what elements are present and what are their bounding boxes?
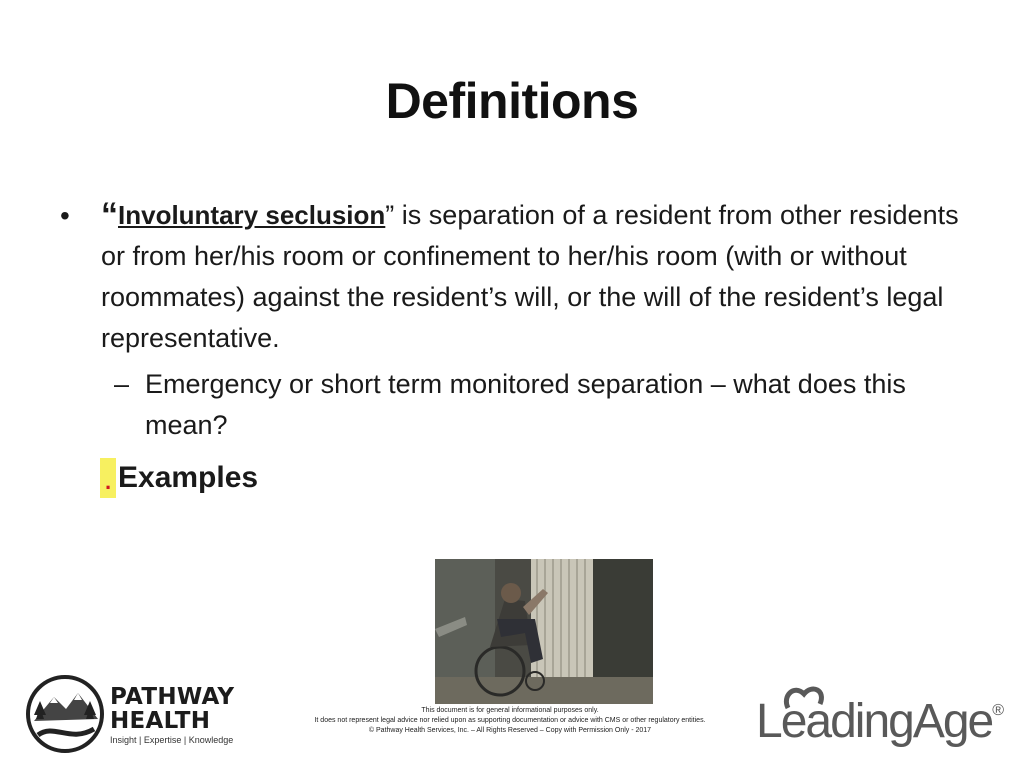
close-quote: ” [385,200,395,230]
sub-bullet [114,364,914,446]
footer-line-1: This document is for general informational purposes only. [421,707,599,714]
pathway-line-1: PATHWAY [110,684,235,710]
wheelchair-resident-photo [435,559,653,704]
footer-line-2: It does not represent legal advice nor relied upon as supporting documentation or advice with CMS or other regulatory entities. [314,717,706,724]
photo-illustration [435,559,653,704]
open-quote: “ [101,196,118,234]
defined-term: Involuntary seclusion [118,200,386,230]
pathway-wordmark [110,685,234,745]
definition-text [101,195,980,359]
dash-marker: – [114,369,130,399]
bullet-marker: • [60,200,70,231]
mountain-emblem-icon [24,673,106,755]
pathway-line-2: HEALTH [110,708,211,734]
examples-heading [100,458,258,498]
highlight-marker: . [100,458,116,498]
pathway-health-logo [24,673,254,755]
examples-label: Examples [118,461,259,494]
definition-body: is separation of a resident from other residents or from her/his room or confinement to her/his room (with or without roommates) against the resident’s will, or the will of the resident’s legal representative. [101,200,959,353]
slide-title: Definitions [385,73,639,129]
definition-bullet [60,195,980,359]
leadingage-text: LeadingAge [756,695,993,748]
registered-mark: ® [992,702,1005,719]
footer-line-3: © Pathway Health Services, Inc. – All Rights Reserved – Copy with Permission Only - 2017 [368,727,652,734]
footer-disclaimer [280,706,740,736]
pathway-tagline: Insight | Expertise | Knowledge [110,735,234,745]
leadingage-wordmark [756,694,1004,749]
leadingage-logo [752,676,1012,756]
sub-bullet-text: Emergency or short term monitored separation – what does this mean? [145,369,906,440]
